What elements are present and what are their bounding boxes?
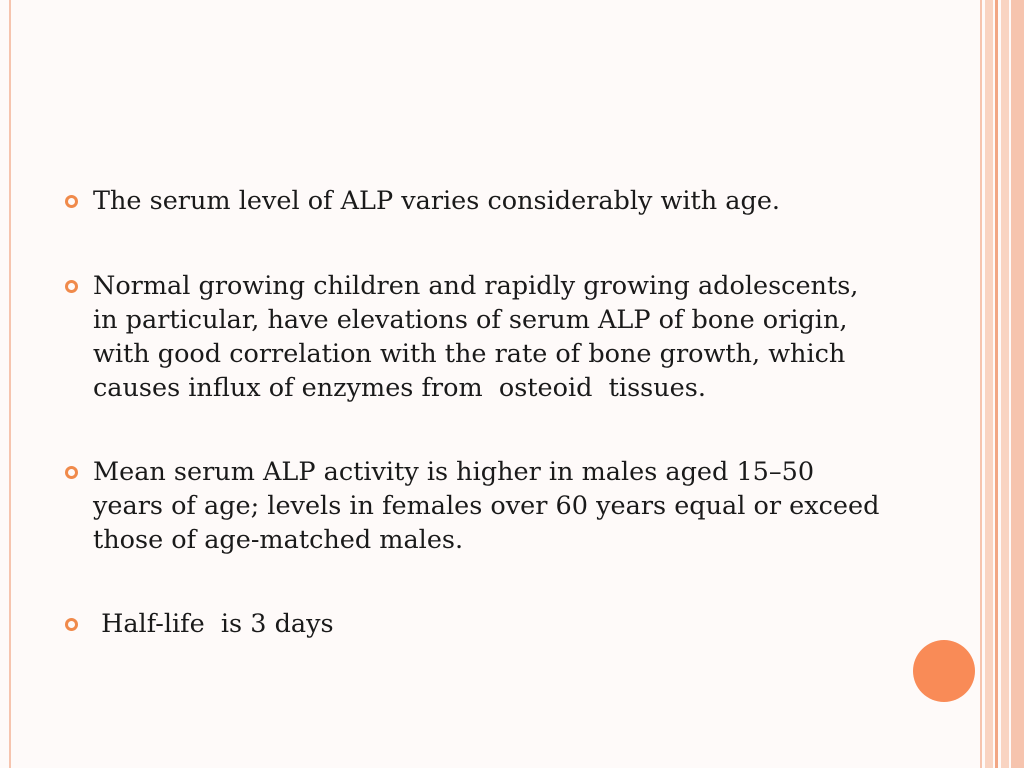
bullet-ring-icon: [65, 280, 78, 293]
list-item: [60, 607, 890, 641]
bullet-ring-icon: [65, 195, 78, 208]
right-border-stripe: [1001, 0, 1009, 768]
left-border-line: [9, 0, 11, 768]
bullet-text: The serum level of ALP varies considerably with age.: [93, 186, 781, 216]
decorative-circle: [913, 640, 975, 702]
right-border-stripe: [985, 0, 993, 768]
right-border-stripe: [1011, 0, 1024, 768]
right-border-stripe: [980, 0, 982, 768]
bullet-text: Mean serum ALP activity is higher in males aged 15–50 years of age; levels in females over 60 years equal or exceed those of age-matched males.: [93, 457, 888, 555]
bullet-text: Half-life is 3 days: [93, 609, 334, 639]
list-item: [60, 184, 890, 218]
bullet-ring-icon: [65, 618, 78, 631]
bullet-list: [60, 184, 890, 641]
bullet-ring-icon: [65, 466, 78, 479]
list-item: [60, 455, 890, 557]
bullet-text: Normal growing children and rapidly growing adolescents, in particular, have elevations of serum ALP of bone origin, with good correlation with the rate of bone growth, which causes influx of enzymes from osteoid tissues.: [93, 271, 867, 403]
list-item: [60, 269, 890, 405]
right-border-stripe: [995, 0, 998, 768]
